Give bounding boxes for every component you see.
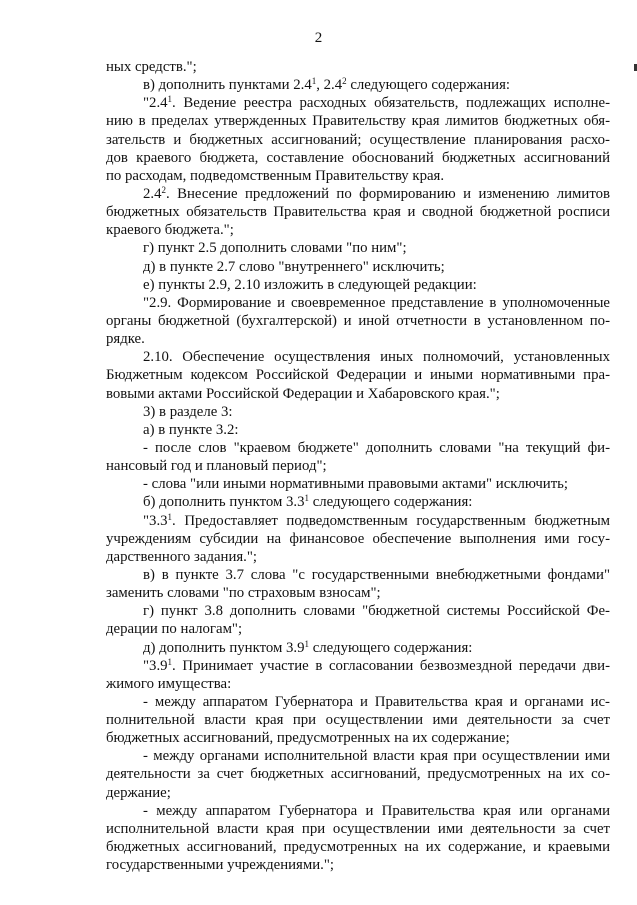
text-run: - после слов "краевом бюджете" дополнить словами "на текущий фи- [143,439,610,456]
text-run: зательств и бюджетных ассигнований; осуществление планирования расхо- [106,131,610,148]
line-45 [106,856,610,874]
text-run: учреждениям субсидии на финансовое обеспечение выполнения ими госу- [106,530,610,547]
text-run: - между аппаратом Губернатора и Правительства края и органами ис- [143,693,610,710]
text-run: следующего содержания: [309,639,473,656]
text-run: . Предоставляет подведомственным государственным бюджетным [172,512,610,529]
text-run: органы бюджетной (бухгалтерской) и иной отчетности в установленном по- [106,312,610,329]
line-19 [106,385,610,403]
line-25 [106,493,610,511]
line-16 [106,330,610,348]
line-42 [106,802,610,820]
text-run: держание; [106,784,171,801]
text-run: рядке. [106,331,145,348]
line-40 [106,765,610,783]
text-run: вовыми актами Российской Федерации и Хабаровского края."; [106,385,500,402]
line-20 [106,403,610,421]
text-run: б) дополнить пунктом 3.3 [143,494,305,511]
line-36 [106,693,610,711]
text-run: заменить словами "по страховым взносам"; [106,585,381,602]
text-run: по расходам, подведомственным Правительству края. [106,167,445,184]
superscript: 1 [311,76,317,87]
line-7 [106,167,610,185]
line-10 [106,221,610,239]
line-43 [106,820,610,838]
text-run: . Принимает участие в согласовании безвозмездной передачи дви- [172,657,610,674]
line-1 [106,58,610,76]
line-21 [106,421,610,439]
line-22 [106,439,610,457]
line-32 [106,620,610,638]
line-31 [106,602,610,620]
text-run: бюджетных ассигнований, предусмотренных на их содержание; [106,730,510,747]
text-run: полнительной власти края при осуществлении ими деятельности за счет [106,712,610,729]
line-5 [106,131,610,149]
superscript: 2 [161,184,166,195]
line-2 [106,76,610,94]
line-29 [106,566,610,584]
text-run: дерации по налогам"; [106,621,243,638]
line-9 [106,203,610,221]
text-run: "2.9. Формирование и своевременное представление в уполномоченные [143,294,610,311]
text-run: бюджетных ассигнований, предусмотренных на их содержание, и краевыми [106,839,610,856]
text-run: дарственного задания."; [106,548,258,565]
text-run: 2.10. Обеспечение осуществления иных полномочий, установленных [143,349,610,366]
text-run: е) пункты 2.9, 2.10 изложить в следующей редакции: [143,276,477,293]
line-34 [106,657,610,675]
superscript: 1 [167,94,173,105]
text-run: г) пункт 3.8 дополнить словами "бюджетной системы Российской Фе- [143,603,610,620]
text-run: ных средств."; [106,59,197,75]
line-44 [106,838,610,856]
text-run: 3) в разделе 3: [143,403,233,420]
text-run: нию в пределах утвержденных Правительству края лимитов бюджетных обя- [106,113,610,130]
text-run: Бюджетным кодексом Российской Федерации и иными нормативными пра- [106,367,610,384]
line-35 [106,675,610,693]
line-6 [106,149,610,167]
text-run: - между аппаратом Губернатора и Правительства края или органами [143,802,610,819]
superscript: 1 [304,493,310,504]
text-run: "2.4 [143,95,168,112]
text-run: жимого имущества: [106,675,232,692]
line-8 [106,185,610,203]
line-37 [106,711,610,729]
text-run: . Ведение реестра расходных обязательств, подлежащих исполне- [172,95,610,112]
text-run: исполнительной власти края при осуществлении ими деятельности за счет [106,820,610,837]
line-26 [106,512,610,530]
line-3 [106,94,610,112]
line-30 [106,584,610,602]
line-23 [106,457,610,475]
text-run: бюджетных обязательств Правительства края и сводной бюджетной росписи [106,204,610,221]
text-run: в) дополнить пунктами 2.4 [143,77,312,94]
line-24 [106,475,610,493]
text-run: , 2.4 [316,77,343,94]
superscript: 1 [167,511,173,522]
line-27 [106,530,610,548]
line-39 [106,747,610,765]
line-13 [106,276,610,294]
superscript: 2 [342,76,347,87]
line-4 [106,112,610,130]
text-run: следующего содержания: [309,494,473,511]
line-18 [106,366,610,384]
line-17 [106,348,610,366]
line-15 [106,312,610,330]
line-38 [106,729,610,747]
line-41 [106,784,610,802]
page-number: 2 [314,30,323,46]
line-28 [106,548,610,566]
line-11 [106,239,610,257]
text-run: - между органами исполнительной власти края при осуществлении ими [143,748,610,765]
superscript: 1 [167,656,173,667]
text-run: д) дополнить пунктом 3.9 [143,639,305,656]
text-run: следующего содержания: [346,77,510,94]
line-33 [106,639,610,657]
document-body [106,58,610,874]
text-run: д) в пункте 2.7 слово "внутреннего" исключить; [143,258,445,275]
line-14 [106,294,610,312]
text-run: в) в пункте 3.7 слова "с государственными внебюджетными фондами" [143,566,610,583]
text-run: краевого бюджета."; [106,222,234,239]
text-run: "3.9 [143,657,168,674]
superscript: 1 [304,638,310,649]
line-12 [106,258,610,276]
text-run: деятельности за счет бюджетных ассигнований, предусмотренных на их со- [106,766,610,783]
text-run: "3.3 [143,512,168,529]
text-run: нансовый год и плановый период"; [106,458,327,475]
text-run: дов краевого бюджета, составление обоснований бюджетных ассигнований [106,149,610,166]
text-run: а) в пункте 3.2: [143,421,239,438]
text-run: 2.4 [143,185,162,202]
text-run: государственными учреждениями."; [106,857,334,874]
text-run: . Внесение предложений по формированию и изменению лимитов [166,185,610,202]
text-run: г) пункт 2.5 дополнить словами "по ним"; [143,240,407,257]
text-run: - слова "или иными нормативными правовыми актами" исключить; [143,476,569,493]
